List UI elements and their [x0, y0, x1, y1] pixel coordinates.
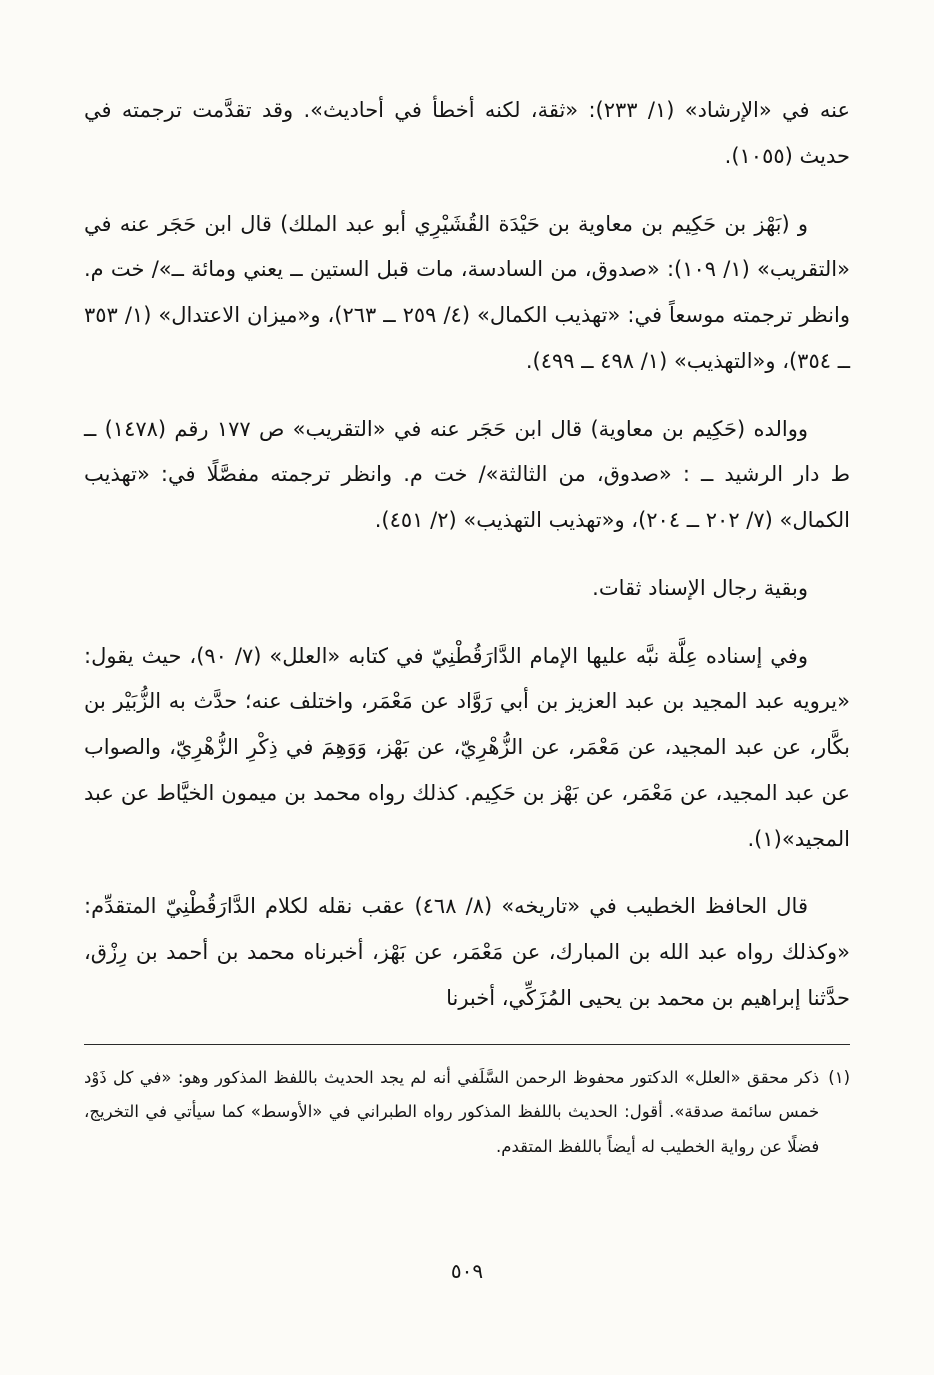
paragraph: قال الحافظ الخطيب في «تاريخه» (٨/ ٤٦٨) عقب نقله لكلام الدَّارَقُطْنِيّ المتقدِّم: «وكذلك رواه عبد الله بن المبارك، عن مَعْمَر، عن بَهْز، أخبرناه محمد بن أحمد بن رِزْق، حدَّثنا إبراهيم بن محمد بن يحيى المُزَكِّي، أخبرنا: [84, 894, 850, 1011]
paragraph: وفي إسناده عِلَّة نبَّه عليها الإمام الدَّارَقُطْنِيّ في كتابه «العلل» (٧/ ٩٠)، حيث يقول: «يرويه عبد المجيد بن عبد العزيز بن أبي رَوَّاد عن مَعْمَر، واختلف عنه؛ حدَّث به الزُّبَيْر بن بكَّار، عن عبد المجيد، عن مَعْمَر، عن الزُّهْرِيّ، عن بَهْز، وَوَهِمَ في ذِكْرِ الزُّهْرِيّ، والصواب عن عبد المجيد، عن مَعْمَر، عن بَهْز بن حَكِيم. كذلك رواه محمد بن ميمون الخيَّاط عن عبد المجيد»(١).: [84, 643, 850, 851]
page-number: ٥٠٩: [450, 1259, 484, 1283]
footnote: [84, 1061, 850, 1165]
footnote-text: ذكر محقق «العلل» الدكتور محفوظ الرحمن السَّلَفي أنه لم يجد الحديث باللفظ المذكور وهو: «في كل ذَوْد خمس سائمة صدقة». أقول: الحديث باللفظ المذكور رواه الطبراني في «الأوسط» كما سيأتي في التخريج، فضلًا عن رواية الخطيب له أيضاً باللفظ المتقدم.: [84, 1067, 820, 1157]
footnotes-block: [84, 1061, 850, 1165]
footnote-separator: [84, 1044, 850, 1045]
main-text-block: [84, 88, 850, 1022]
paragraph: و (بَهْز بن حَكِيم بن معاوية بن حَيْدَة القُشَيْرِي أبو عبد الملك) قال ابن حَجَر عنه في «التقريب» (١/ ١٠٩): «صدوق، من السادسة، مات قبل الستين ــ يعني ومائة ــ»/ خت م. وانظر ترجمته موسعاً في: «تهذيب الكمال» (٤/ ٢٥٩ ــ ٢٦٣)، و«ميزان الاعتدال» (١/ ٣٥٣ ــ ٣٥٤)، و«التهذيب» (١/ ٤٩٨ ــ ٤٩٩).: [84, 211, 850, 373]
paragraph: عنه في «الإرشاد» (١/ ٢٣٣): «ثقة، لكنه أخطأ في أحاديث». وقد تقدَّمت ترجمته في حديث (١٠٥٥).: [84, 98, 850, 168]
paragraph: ووالده (حَكِيم بن معاوية) قال ابن حَجَر عنه في «التقريب» ص ١٧٧ رقم (١٤٧٨) ــ ط دار الرشيد ــ : «صدوق، من الثالثة»/ خت م. وانظر ترجمته مفصَّلًا في: «تهذيب الكمال» (٧/ ٢٠٢ ــ ٢٠٤)، و«تهذيب التهذيب» (٢/ ٤٥١).: [84, 416, 850, 533]
paragraph: وبقية رجال الإسناد ثقات.: [592, 575, 808, 600]
footnote-marker: (١): [828, 1067, 850, 1087]
